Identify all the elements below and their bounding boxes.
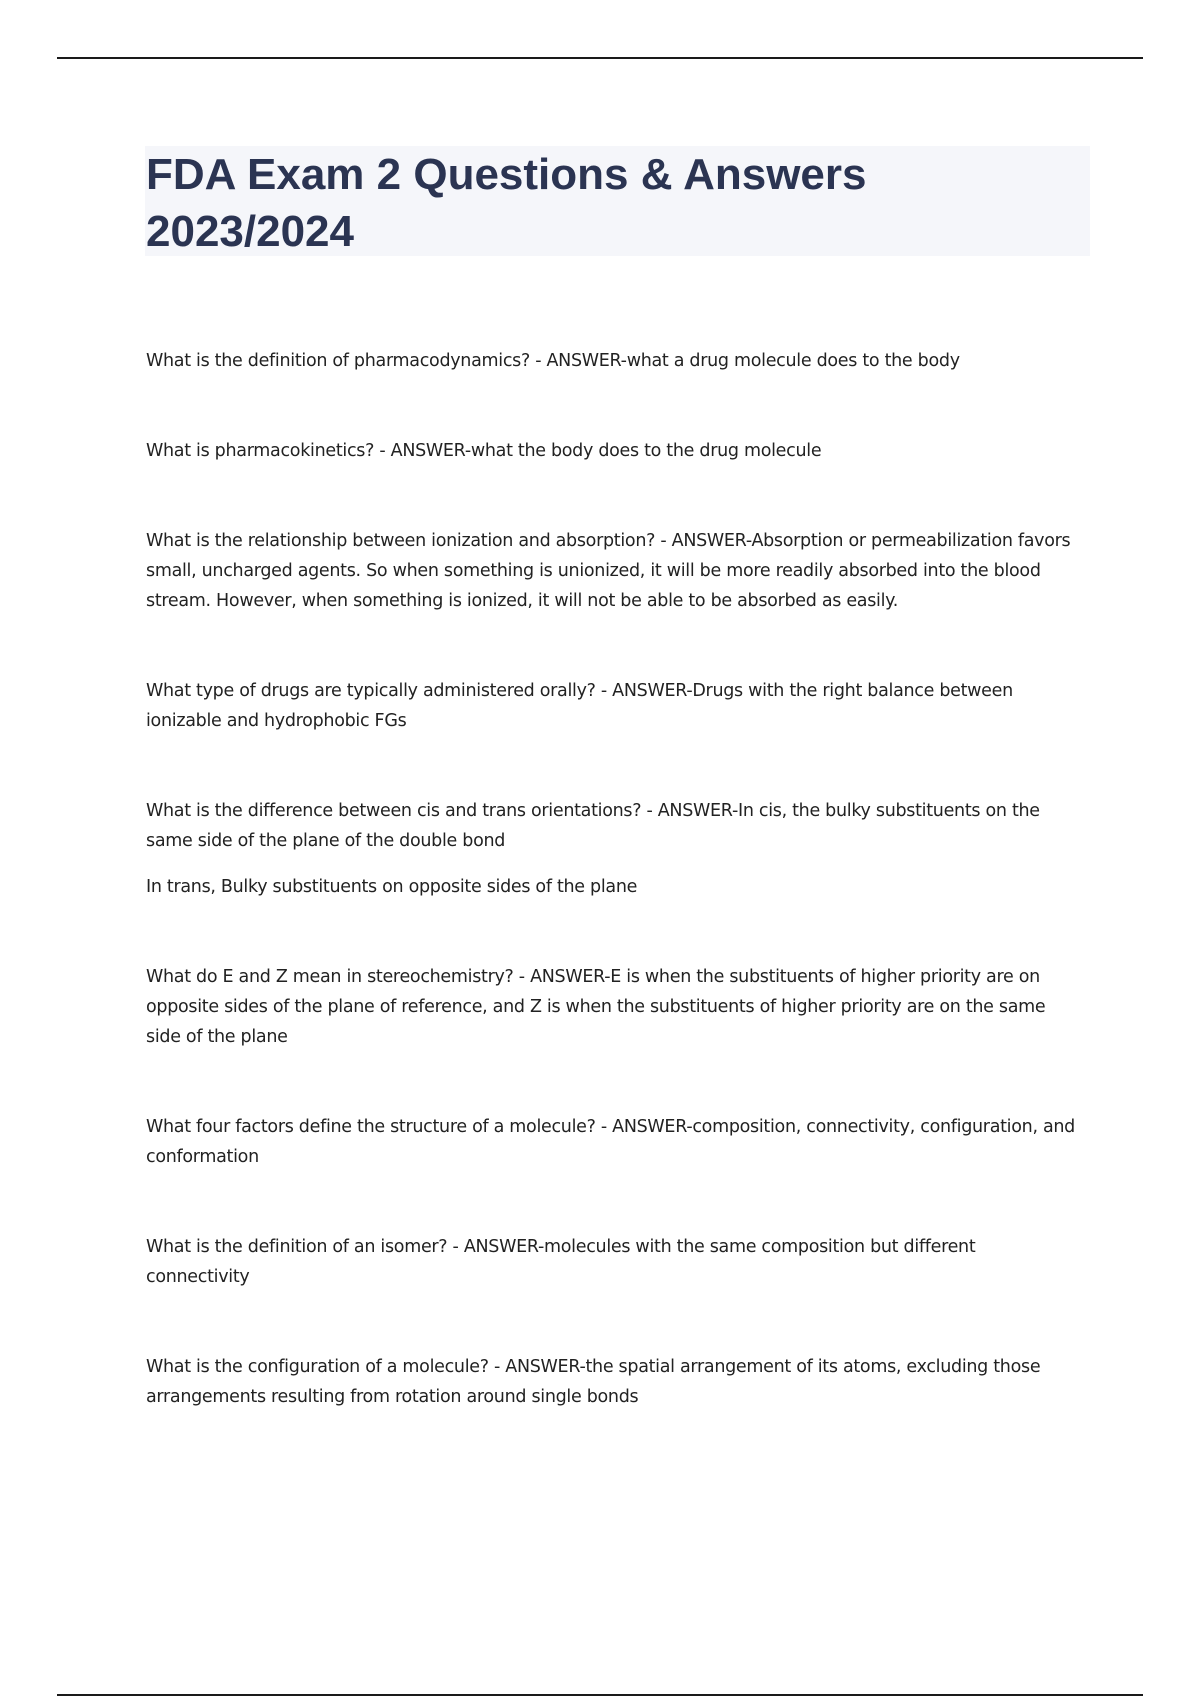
qa-list bbox=[146, 346, 1076, 1472]
bottom-divider bbox=[57, 1694, 1143, 1696]
qa-item-structure-factors bbox=[146, 1112, 1076, 1172]
qa-text: What do E and Z mean in stereochemistry? - ANSWER-E is when the substituents of higher priority are on opposite sides of the plane of reference, and Z is when the substituents of higher priority are on the same side of the plane bbox=[146, 967, 1046, 1047]
qa-item-cis-trans bbox=[146, 796, 1076, 902]
qa-text: What is the difference between cis and trans orientations? - ANSWER-In cis, the bulky substituents on the same side of the plane of the double bond bbox=[146, 801, 1040, 851]
qa-text: What is the relationship between ionization and absorption? - ANSWER-Absorption or permeabilization favors small, uncharged agents. So when something is unionized, it will be more readily absorbed into the blood stream. However, when something is ionized, it will not be able to be absorbed as easily. bbox=[146, 531, 1071, 611]
top-divider bbox=[57, 57, 1143, 59]
qa-item-isomer bbox=[146, 1232, 1076, 1292]
qa-item-e-z bbox=[146, 962, 1076, 1052]
qa-text: What is the definition of pharmacodynamics? - ANSWER-what a drug molecule does to the body bbox=[146, 351, 960, 371]
qa-text: What type of drugs are typically administered orally? - ANSWER-Drugs with the right balance between ionizable and hydrophobic FGs bbox=[146, 681, 1013, 731]
qa-text: What four factors define the structure of a molecule? - ANSWER-composition, connectivity, configuration, and conformation bbox=[146, 1117, 1075, 1167]
qa-extra-text: In trans, Bulky substituents on opposite sides of the plane bbox=[146, 877, 638, 897]
qa-item-pharmacokinetics bbox=[146, 436, 1076, 466]
qa-text: What is the configuration of a molecule? - ANSWER-the spatial arrangement of its atoms, excluding those arrangements resulting from rotation around single bonds bbox=[146, 1357, 1041, 1407]
page-title: FDA Exam 2 Questions & Answers 2023/2024 bbox=[146, 150, 867, 256]
qa-item-pharmacodynamics bbox=[146, 346, 1076, 376]
qa-item-ionization-absorption bbox=[146, 526, 1076, 616]
qa-item-configuration bbox=[146, 1352, 1076, 1412]
qa-text: What is the definition of an isomer? - ANSWER-molecules with the same composition but different connectivity bbox=[146, 1237, 976, 1287]
qa-text: What is pharmacokinetics? - ANSWER-what the body does to the drug molecule bbox=[146, 441, 822, 461]
qa-item-oral-drugs bbox=[146, 676, 1076, 736]
